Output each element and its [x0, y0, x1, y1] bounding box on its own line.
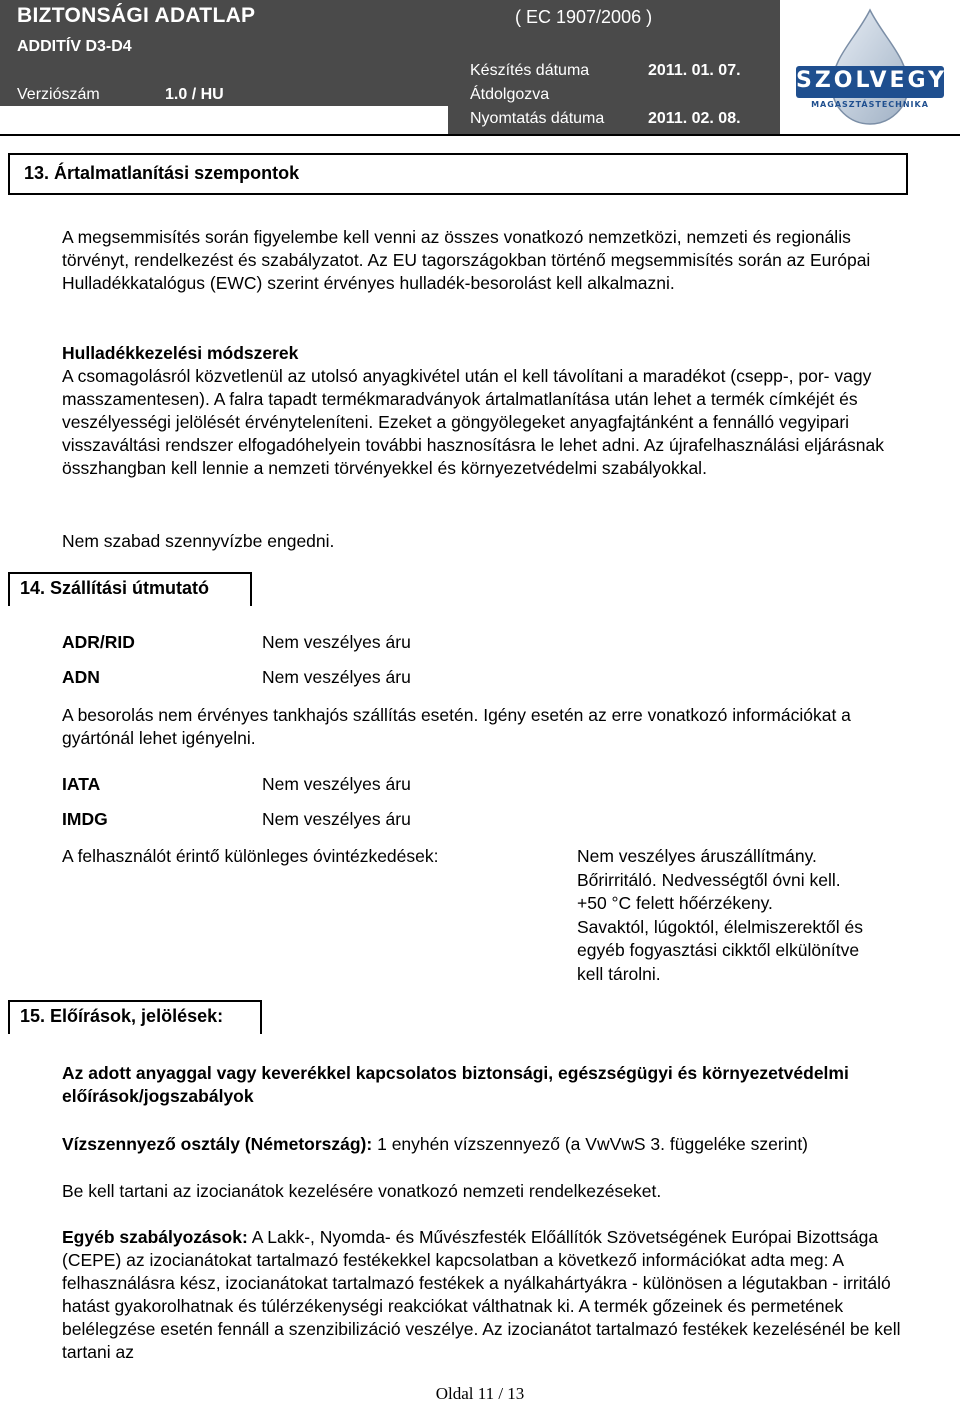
company-logo	[790, 8, 950, 128]
adn-value: Nem veszélyes áru	[262, 667, 411, 687]
document-title: BIZTONSÁGI ADATLAP	[17, 4, 256, 27]
created-value: 2011. 01. 07.	[648, 62, 741, 79]
precautions-list	[577, 845, 863, 986]
precautions-line: egyéb fogyasztási cikktől elkülönítve	[577, 940, 860, 960]
section-14-heading	[8, 572, 252, 606]
version-label: Verziószám	[17, 86, 100, 103]
imdg-value: Nem veszélyes áru	[262, 809, 411, 829]
adr-rid-value: Nem veszélyes áru	[262, 632, 411, 652]
section-13-paragraph-3: Nem szabad szennyvízbe engedni.	[62, 531, 335, 551]
adr-rid-label: ADR/RID	[62, 632, 135, 652]
iata-label: IATA	[62, 774, 101, 794]
precautions-line: Savaktól, lúgoktól, élelmiszerektől és	[577, 916, 863, 937]
page-number: Oldal 11 / 13	[435, 1384, 525, 1403]
wgk-label: Vízszennyező osztály (Németország):	[62, 1134, 373, 1154]
waste-methods-heading: Hulladékkezelési módszerek	[62, 343, 299, 363]
adn-label: ADN	[62, 667, 100, 687]
other-regulations-text: A Lakk-, Nyomda- és Művészfesték Előállítók Szövetségének Európai Bizottsága (CEPE) az izocianátokat tartalmazó festékekkel kapcsolatban a következő információkat adta meg: A felhasználásra kész, izocianátokat tartalmazó festékek a nyálkahártyákra - különösen a légutakban - irritáló hatást gyakorolhatnak és túlérzékenységi reakciókat válthatnak ki. A termék gőzeinek és permetének belélegzése esetén fennáll a szenzibilizáció veszélye. Az izocianátot tartalmazó festékek kezelésénél be kell tartani az	[62, 1227, 901, 1362]
precautions-line: kell tárolni.	[577, 963, 661, 984]
transport-note: A besorolás nem érvényes tankhajós szállítás esetén. Igény esetén az erre vonatkozó információkat a gyártónál lehet igényelni.	[62, 705, 851, 748]
isocyanate-note: Be kell tartani az izocianátok kezelésére vonatkozó nemzeti rendelkezéseket.	[62, 1181, 662, 1201]
iata-value: Nem veszélyes áru	[262, 774, 411, 794]
wgk-line	[62, 1133, 942, 1156]
created-label: Készítés dátuma	[470, 62, 590, 79]
printed-value: 2011. 02. 08.	[648, 110, 741, 127]
other-regulations-label: Egyéb szabályozások:	[62, 1227, 248, 1247]
revised-label: Átdolgozva	[470, 86, 550, 103]
wgk-value: 1 enyhén vízszennyező (a VwVwS 3. függeléke szerint)	[377, 1134, 809, 1154]
section-13-paragraph-1: A megsemmisítés során figyelembe kell venni az összes vonatkozó nemzetközi, nemzeti és regionális törvényt, rendelkezést és szabályzatot. Az EU tagországokban történő megsemmisítés során az Európai Hulladékkatalógus (EWC) szerint érvényes hulladék-besorolást kell alkalmazni.	[62, 227, 871, 293]
regulations-heading: Az adott anyaggal vagy keverékkel kapcsolatos biztonsági, egészségügyi és környezetvédelmi előírások/jogszabályok	[62, 1063, 849, 1106]
section-13-title: 13. Ártalmatlanítási szempontok	[24, 163, 300, 183]
header-rule	[0, 134, 960, 136]
section-14-title: 14. Szállítási útmutató	[20, 578, 210, 598]
precautions-line: +50 °C felett hőérzékeny.	[577, 893, 773, 913]
section-15-title: 15. Előírások, jelölések:	[20, 1006, 224, 1026]
logo-subtext: MAGASZTÁSTECHNIKA	[811, 100, 929, 109]
printed-label: Nyomtatás dátuma	[470, 110, 605, 127]
product-name: ADDITÍV D3-D4	[17, 38, 132, 55]
section-13-paragraph-2: A csomagolásról közvetlenül az utolsó anyagkivétel után el kell távolítani a maradékot (csepp-, por- vagy masszamentesen). A falra tapadt termékmaradványok ártalmatlanítása után lehet a termék címkéjét és veszélyességi jelölését érvényteleníteni. Ezeket a göngyölegeket anyagfajtánként a fennálló vegyipari visszaváltási rendszer elfogadóhelyein további hasznosításra le lehet adni. Az újrafelhasználási eljárásnak összhangban kell lennie a nemzeti törvényekkel és környezetvédelmi szabályokkal.	[62, 366, 885, 478]
logo-text: SZOLVEGY	[796, 68, 948, 93]
section-15-heading	[8, 1000, 262, 1034]
section-13-heading	[8, 153, 908, 195]
precautions-line: Bőrirritáló. Nedvességtől óvni kell.	[577, 869, 841, 890]
precautions-label: A felhasználót érintő különleges óvintézkedések:	[62, 846, 439, 866]
other-regulations	[62, 1226, 902, 1364]
version-value: 1.0 / HU	[165, 86, 224, 103]
regulation-ref: ( EC 1907/2006 )	[515, 7, 653, 27]
document-header	[0, 0, 960, 136]
precautions-line: Nem veszélyes áruszállítmány.	[577, 846, 817, 866]
imdg-label: IMDG	[62, 809, 108, 829]
